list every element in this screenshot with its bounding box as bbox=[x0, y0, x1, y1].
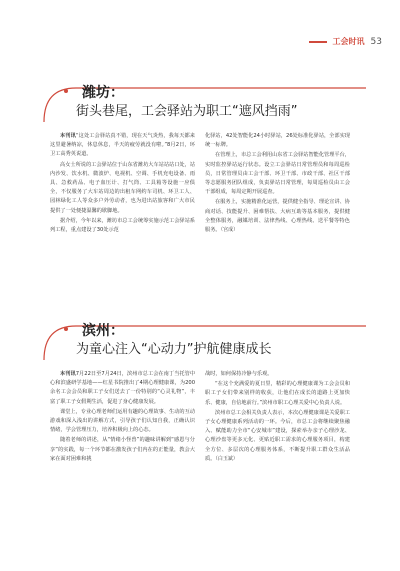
paragraph: 高女士所说的工会驿站位于山东省潍坊大车站站站口处，站内沙发、饮水机、微波炉、电视机、空调、手机充电设备、雨具、急救药品、电子血压计、打气筒、工具箱等设施一应俱全，不仅服务了大车站周边的出租车网约车司机、环卫工人、园林绿化工人等众多户外劳动者，也为进出站旅客和广大市民提供了一处便捷温馨的歇脚地。 bbox=[50, 161, 195, 214]
paragraph: 在管理上，市总工会利用山东省工会驿站智能化管理平台，实时监控驿站运行状态。设立工会驿站日常管理员和每周巡检员，日常管理员由工会干部、环卫干部、市政干部、社区干部等志愿服务团队组成，负责驿站日常管理，每周巡检员由工会干部组成，每周定期开展巡查。 bbox=[205, 152, 350, 196]
paragraph: 战时，如何保持冷静与乐观。 bbox=[205, 371, 273, 377]
city-name: 潍坊： bbox=[82, 85, 124, 101]
paragraph: 化驿站，42处智能化24小时驿站，26处标准化驿站，全部实现统一标牌。 bbox=[205, 133, 350, 149]
paragraph: 在服务上，实施精准化运营，提供健全指导、理论宣讲、协商对话、技能提升、困难帮扶、大病互助等基本服务，提供健全整体服务，融媒培训、法律热线、心理热线、送平餐等特色服务。（宫成） bbox=[205, 199, 350, 234]
paragraph: 本刊讯“这处工会驿站真不错，现在天气炎热，我每天都来这里避暑纳凉，休息休息，半天的疲劳就没有啦。”8月2日，环卫工高秀英说道。 bbox=[50, 133, 195, 158]
section-label: 工会时讯 bbox=[332, 37, 365, 46]
city-name: 滨州： bbox=[82, 323, 124, 339]
article-title: 街头巷尾，工会驿站为职工“遮风挡雨” bbox=[76, 104, 298, 119]
paragraph: 课堂上，专业心理老师们运用有趣的心理故事、生动的互动游戏和深入浅出的讲解方式，引导孩子们认知自我，正确认识情绪，学会管理压力，培养积极向上的心态。 bbox=[50, 408, 195, 434]
paragraph: “在这个充满爱的夏日里，精彩的心理健康课为工会会员和职工子女们带来别样的收获，让他们在成长的道路上更加快乐、健康，自信地前行。”滨州市职工心理关爱中心负责人说。 bbox=[205, 381, 350, 406]
paragraph: 据介绍，今年以来，潍坊市总工会统筹实施示范工会驿站系列工程，重点建设了30处示范 bbox=[50, 217, 195, 234]
author-credit: （宫成） bbox=[220, 227, 239, 234]
page-header bbox=[309, 36, 382, 47]
author-credit: （白玉斌） bbox=[215, 455, 238, 462]
byline: 本刊讯 bbox=[60, 371, 76, 377]
header-bar bbox=[309, 41, 327, 43]
article-head bbox=[50, 318, 350, 362]
column-right bbox=[205, 370, 350, 465]
article-binzhou bbox=[50, 318, 350, 465]
column-left bbox=[50, 370, 195, 465]
article-title: 为童心注入“心动力”护航健康成长 bbox=[76, 342, 272, 357]
column-left bbox=[50, 132, 195, 236]
byline: 本刊讯 bbox=[60, 133, 76, 139]
article-head bbox=[50, 80, 350, 124]
paragraph: 滨州市总工会相关负责人表示，本次心理健康课是关爱职工子女心理健康系列活动的一环。今后，市总工会将继续聚焦融入、赋能助力全市“心安城市”建设，探索举办亲子心理沙龙、心理沙盘等更多元化、更贴近职工需求的心理服务项目，构建全方位、多层次的心理服务体系，不断提升职工群众生活品质。（白玉斌） bbox=[205, 409, 350, 462]
paragraph: 随着老师的讲述，从“情绪小怪兽”的趣味讲解到“感恩与分享”的实践，每一个环节都在激发孩子们内在的正能量，教会大家在面对困难和挑 bbox=[50, 437, 195, 462]
article-weifang bbox=[50, 80, 350, 236]
paragraph: 本刊讯7月22日至7月24日，滨州市总工会在南丁当托管中心和滨盛研学基地——红星书院推出了4期心理健康课，为200余名工会会员和职工子女们送去了一份特别的“心灵礼物”，丰富了职工子女假期生活，促进了身心健康发展。 bbox=[50, 371, 195, 405]
column-right bbox=[205, 132, 350, 236]
page-number: 53 bbox=[370, 36, 382, 47]
